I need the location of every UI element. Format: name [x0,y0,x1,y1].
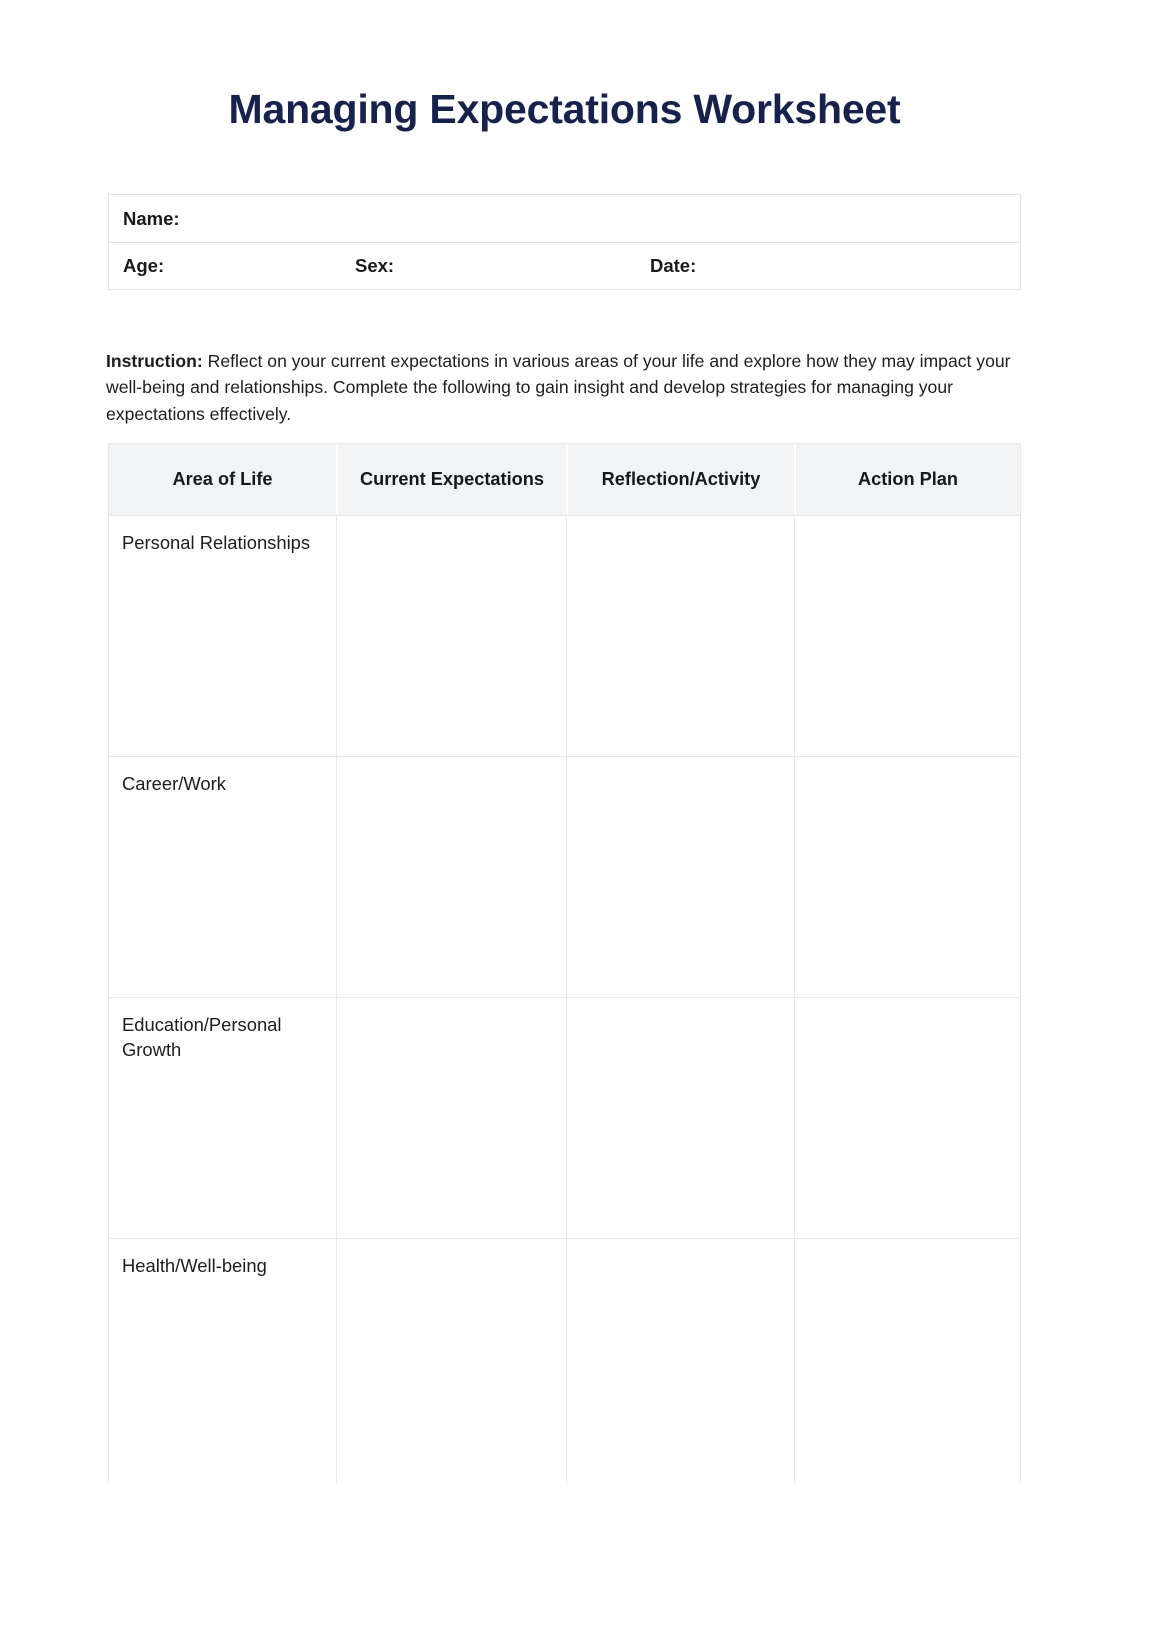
instruction-text: Reflect on your current expectations in various areas of your life and explore how they may impact your well-being and relationships. Complete the following to gain insight and develop strategies for managing your expectations effectively. [106,350,1011,425]
name-label: Name: [123,207,180,229]
cell-reflection-activity[interactable] [566,516,794,756]
cell-current-expectations[interactable] [336,998,566,1238]
table-header-row [109,444,1020,515]
row-label-career-work: Career/Work [122,773,226,794]
cell-action-plan[interactable] [794,757,1020,997]
cell-action-plan[interactable] [794,516,1020,756]
info-row-age-sex-date [109,242,1020,289]
row-label-health-well-being: Health/Well-being [122,1255,267,1276]
instruction-label: Instruction: [106,350,203,371]
table-row [109,997,1020,1238]
column-header-area-of-life: Area of Life [172,468,273,489]
cell-action-plan[interactable] [794,1239,1020,1483]
expectations-table [108,443,1021,1483]
cell-reflection-activity[interactable] [566,1239,794,1483]
table-row [109,515,1020,756]
cell-current-expectations[interactable] [336,1239,566,1483]
age-label: Age: [123,255,165,276]
cell-current-expectations[interactable] [336,757,566,997]
column-header-current-expectations: Current Expectations [336,444,566,515]
patient-info-table [108,194,1021,290]
instruction-paragraph [106,348,1021,428]
date-label: Date: [650,255,697,276]
cell-reflection-activity[interactable] [566,998,794,1238]
table-row [109,1238,1020,1483]
sex-label: Sex: [355,255,395,276]
cell-current-expectations[interactable] [336,516,566,756]
row-label-personal-relationships: Personal Relationships [122,532,311,553]
page-title: Managing Expectations Worksheet [228,86,901,132]
cell-action-plan[interactable] [794,998,1020,1238]
cell-reflection-activity[interactable] [566,757,794,997]
column-header-reflection-activity: Reflection/Activity [566,444,794,515]
row-label-education-personal-growth: Education/Personal Growth [122,1014,282,1061]
column-header-action-plan: Action Plan [794,444,1020,515]
info-row-name [109,195,1020,242]
table-row [109,756,1020,997]
